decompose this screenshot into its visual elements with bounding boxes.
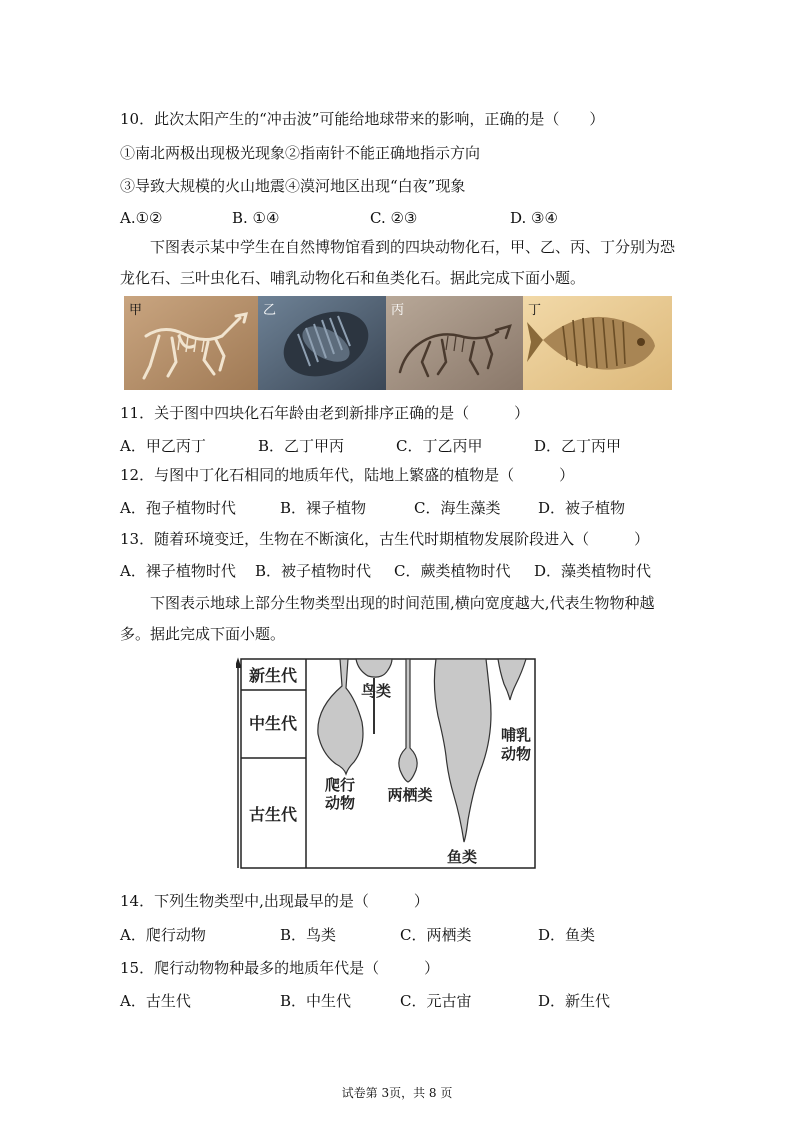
trilobite-fossil-icon — [258, 296, 386, 390]
q11-option-b[interactable]: B．乙丁甲丙 — [258, 437, 345, 455]
fish-label: 鱼类 — [446, 848, 478, 866]
mammal-label-line2: 动物 — [500, 745, 532, 763]
q12-option-a[interactable]: A．孢子植物时代 — [120, 499, 236, 517]
mammal-fossil-icon — [386, 296, 523, 390]
bird-range-shape — [356, 659, 392, 677]
q15-option-b[interactable]: B．中生代 — [280, 992, 352, 1010]
q14-option-b[interactable]: B．鸟类 — [280, 926, 337, 944]
q10-option-a[interactable]: A.①② — [120, 209, 163, 227]
reptile-label-line2: 动物 — [324, 794, 356, 812]
q11-option-d[interactable]: D．乙丁丙甲 — [534, 437, 622, 455]
q14-stem: 14．下列生物类型中,出现最早的是（ ） — [120, 892, 429, 910]
fossil-photo-strip — [124, 296, 672, 390]
bird-label: 鸟类 — [360, 682, 392, 700]
q10-line3: ③导致大规模的火山地震④漠河地区出现“白夜”现象 — [120, 177, 466, 195]
q14-option-d[interactable]: D．鱼类 — [538, 926, 596, 944]
fossil-yi — [258, 296, 386, 390]
q15-stem: 15．爬行动物物种最多的地质年代是（ ） — [120, 959, 440, 977]
era-label-paleozoic: 古生代 — [248, 805, 298, 824]
q10-stem: 10．此次太阳产生的“冲击波”可能给地球带来的影响，正确的是（ ） — [120, 110, 605, 128]
q15-option-a[interactable]: A．古生代 — [120, 992, 191, 1010]
fossil-label-bing: 丙 — [391, 303, 405, 318]
dinosaur-fossil-icon — [124, 296, 258, 390]
q13-option-d[interactable]: D．藻类植物时代 — [534, 562, 652, 580]
q13-stem: 13．随着环境变迁，生物在不断演化，古生代时期植物发展阶段进入（ ） — [120, 530, 650, 548]
fish-fossil-icon — [523, 296, 672, 390]
intro-paragraph-evolution: 下图表示地球上部分生物类型出现的时间范围,横向宽度越大,代表生物物种越多。据此完成下面小题。 — [120, 594, 655, 643]
q14-option-c[interactable]: C．两栖类 — [400, 926, 472, 944]
amphibian-range-shape — [399, 659, 417, 782]
evolution-time-range-diagram — [236, 656, 540, 870]
era-label-cenozoic: 新生代 — [248, 666, 298, 685]
reptile-label-line1: 爬行 — [324, 776, 356, 794]
q12-option-c[interactable]: C．海生藻类 — [414, 499, 501, 517]
fossil-label-ding: 丁 — [528, 303, 542, 318]
q11-option-c[interactable]: C．丁乙丙甲 — [396, 437, 483, 455]
q13-option-b[interactable]: B．被子植物时代 — [255, 562, 372, 580]
q10-line2: ①南北两极出现极光现象②指南针不能正确地指示方向 — [120, 144, 481, 162]
amphibian-label: 两栖类 — [387, 786, 433, 804]
mammal-range-shape — [498, 659, 526, 700]
q14-option-a[interactable]: A．爬行动物 — [120, 926, 206, 944]
page-footer: 试卷第 3页，共 8 页 — [341, 1086, 453, 1100]
fossil-ding — [523, 296, 672, 390]
q15-option-c[interactable]: C．元古宙 — [400, 992, 472, 1010]
fossil-bing — [386, 296, 523, 390]
q12-stem: 12．与图中丁化石相同的地质年代，陆地上繁盛的植物是（ ） — [120, 466, 575, 484]
q13-option-a[interactable]: A．裸子植物时代 — [120, 562, 236, 580]
fossil-label-yi: 乙 — [263, 303, 277, 318]
mammal-label-line1: 哺乳 — [500, 726, 532, 744]
q10-option-b[interactable]: B. ①④ — [232, 209, 280, 227]
reptile-range-shape — [318, 659, 363, 774]
q15-option-d[interactable]: D．新生代 — [538, 992, 611, 1010]
intro-paragraph-fossils: 下图表示某中学生在自然博物馆看到的四块动物化石，甲、乙、丙、丁分别为恐龙化石、三叶虫化石、哺乳动物化石和鱼类化石。据此完成下面小题。 — [120, 238, 676, 287]
q13-option-c[interactable]: C．蕨类植物时代 — [394, 562, 511, 580]
fossil-label-jia: 甲 — [129, 303, 143, 318]
fish-range-shape — [434, 659, 491, 842]
q12-option-d[interactable]: D．被子植物 — [538, 499, 626, 517]
q10-option-d[interactable]: D. ③④ — [510, 209, 558, 227]
q12-option-b[interactable]: B．裸子植物 — [280, 499, 367, 517]
q11-stem: 11．关于图中四块化石年龄由老到新排序正确的是（ ） — [120, 404, 530, 422]
q11-option-a[interactable]: A．甲乙丙丁 — [120, 437, 206, 455]
era-label-mesozoic: 中生代 — [248, 714, 298, 733]
q10-option-c[interactable]: C. ②③ — [370, 209, 418, 227]
fossil-jia — [124, 296, 258, 390]
